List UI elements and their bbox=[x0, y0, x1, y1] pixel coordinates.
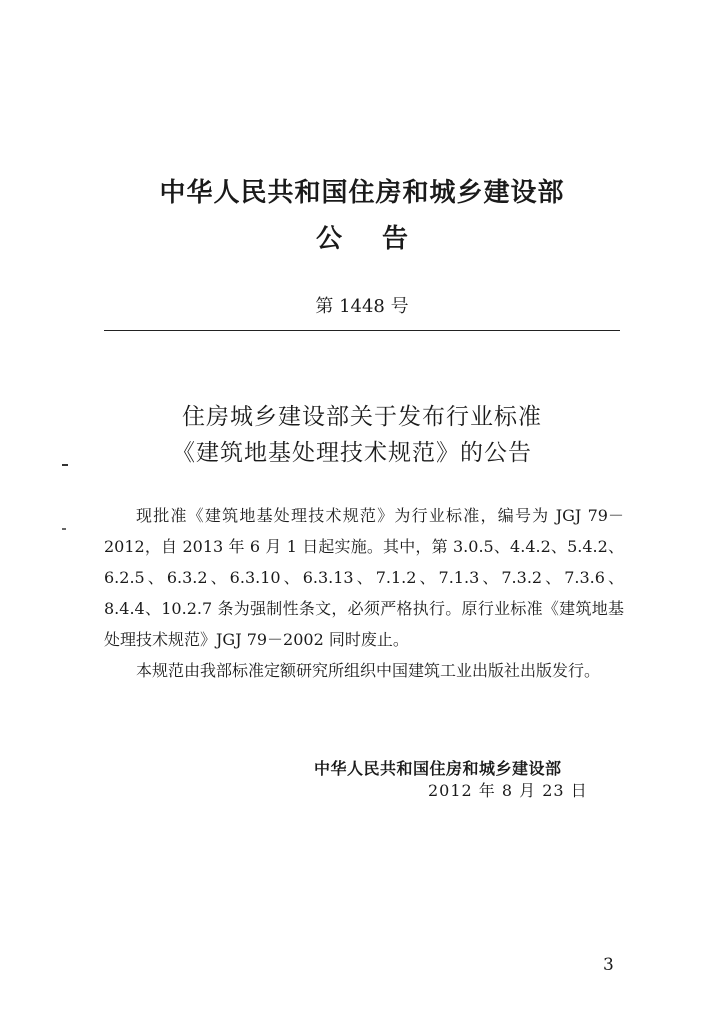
notice-body bbox=[104, 500, 624, 686]
margin-mark bbox=[62, 464, 68, 466]
document-number: 第 1448 号 bbox=[315, 296, 409, 317]
signature-date: 2012 年 8 月 23 日 bbox=[428, 781, 588, 800]
notice-title-line-1: 住房城乡建设部关于发布行业标准 bbox=[182, 404, 542, 430]
notice-heading: 公告 bbox=[315, 224, 448, 254]
notice-title-line-2: 《建筑地基处理技术规范》的公告 bbox=[172, 440, 532, 466]
body-paragraph-1: 现批准《建筑地基处理技术规范》为行业标准，编号为 JGJ 79－2012，自 2013 年 6 月 1 日起实施。其中，第 3.0.5、4.4.2、5.4.2、6.2.5、6.3.2、6.3.10、6.3.13、7.1.2、7.1.3、7.3.2、7.3.6、8.4.4、10.2.7 条为强制性条文，必须严格执行。原行业标准《建筑地基处理技术规范》JGJ 79－2002 同时废止。 bbox=[104, 506, 624, 649]
page-number: 3 bbox=[603, 955, 614, 975]
signature-organization: 中华人民共和国住房和城乡建设部 bbox=[314, 759, 562, 778]
margin-mark bbox=[62, 528, 66, 530]
body-paragraph-2: 本规范由我部标准定额研究所组织中国建筑工业出版社出版发行。 bbox=[136, 661, 601, 680]
header-divider bbox=[104, 330, 620, 331]
issuing-ministry-heading: 中华人民共和国住房和城乡建设部 bbox=[159, 178, 565, 208]
